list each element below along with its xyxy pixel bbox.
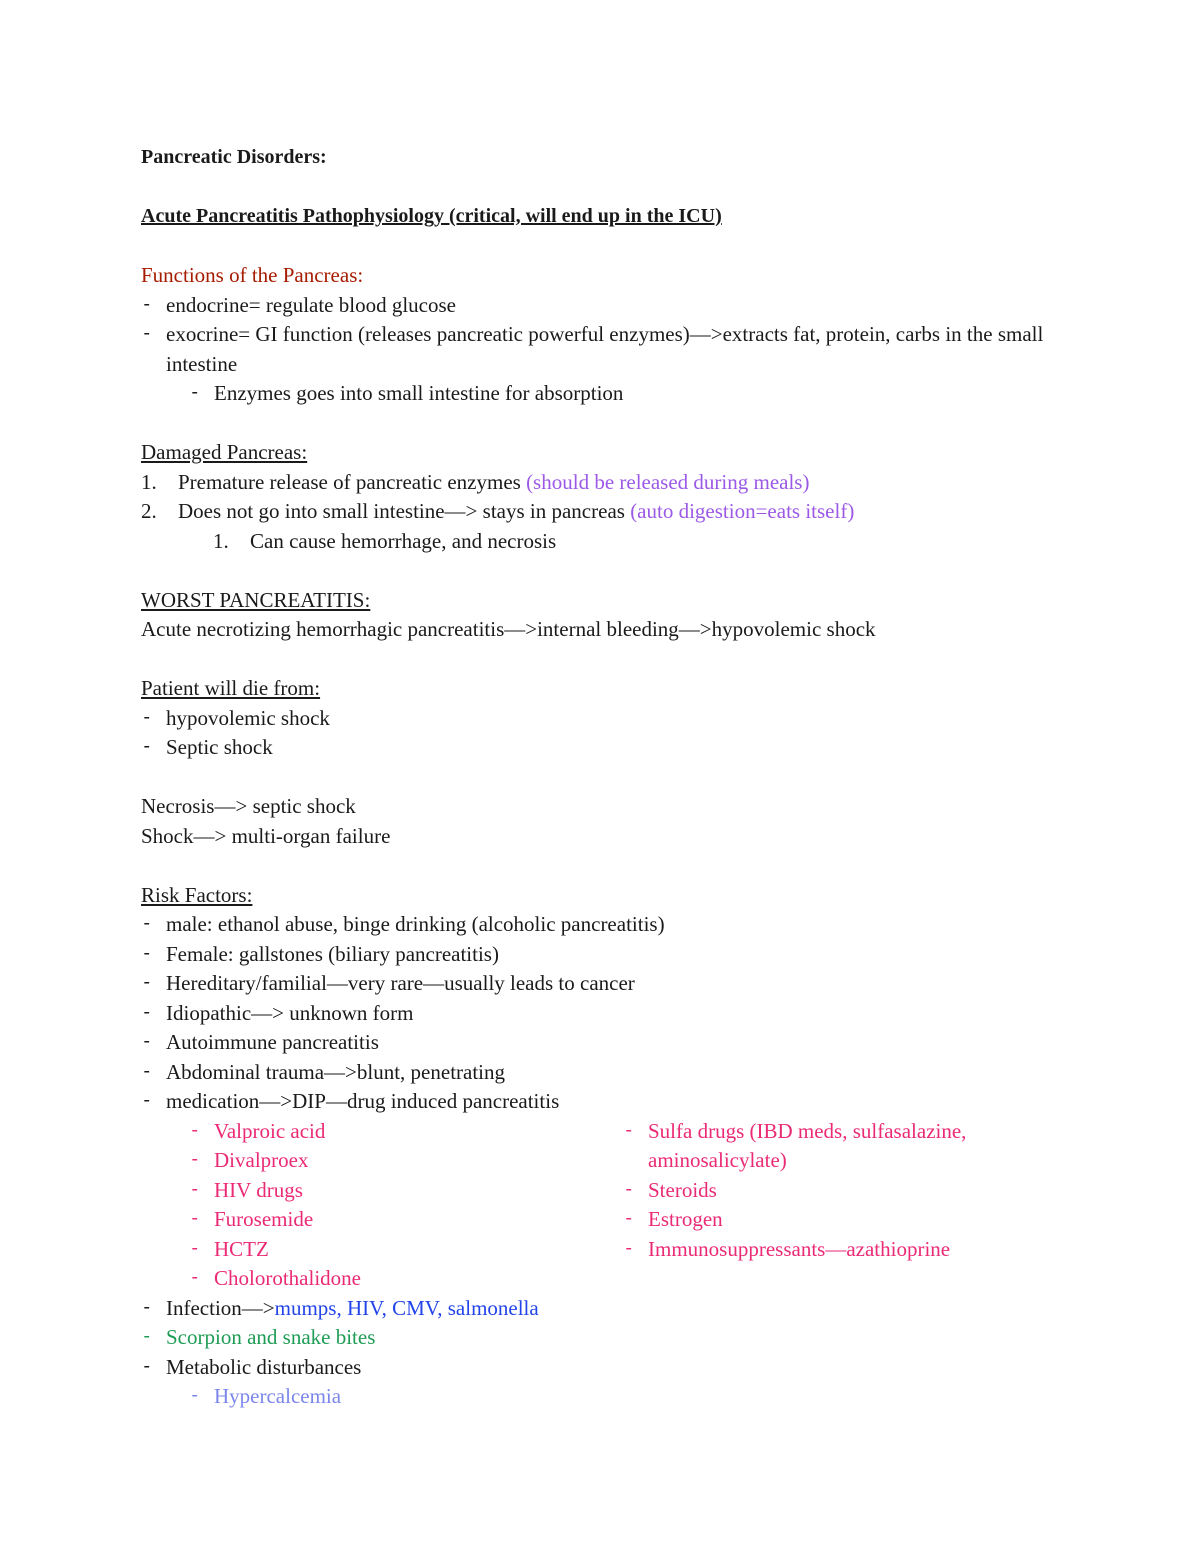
medication-columns	[141, 1117, 1071, 1294]
list-item: - Abdominal trauma—>blunt, penetrating	[141, 1058, 1071, 1088]
item-number: 1.	[213, 528, 229, 553]
list-item: - Hereditary/familial—very rare—usually leads to cancer	[141, 969, 1071, 999]
worst-heading: WORST PANCREATITIS:	[141, 587, 371, 612]
medication-item: - Estrogen	[623, 1205, 1071, 1235]
medication-column-left	[141, 1117, 623, 1294]
item-note: (should be released during meals)	[526, 469, 810, 494]
medication-item: - Valproic acid	[189, 1117, 623, 1147]
item-number: 2.	[141, 499, 157, 523]
section-subtitle: Acute Pancreatitis Pathophysiology (critical, will end up in the ICU)	[141, 205, 722, 227]
list-item: - Female: gallstones (biliary pancreatitis)	[141, 940, 1071, 970]
medication-column-right	[623, 1117, 1071, 1294]
item-number: 1.	[141, 469, 157, 494]
functions-heading: Functions of the Pancreas:	[141, 263, 364, 287]
medication-item: - HCTZ	[189, 1235, 623, 1265]
risk-heading: Risk Factors:	[141, 882, 253, 907]
worst-text: Acute necrotizing hemorrhagic pancreatitis—>internal bleeding—>hypovolemic shock	[141, 617, 876, 641]
die-heading: Patient will die from:	[141, 676, 321, 700]
list-item: - Metabolic disturbances	[141, 1353, 1071, 1383]
list-item: - Idiopathic—> unknown form	[141, 999, 1071, 1029]
sub-list-item: - Hypercalcemia	[189, 1382, 1071, 1412]
list-item: - exocrine= GI function (releases pancreatic powerful enzymes)—>extracts fat, protein, carbs in the small intestine	[141, 320, 1071, 379]
sub-list-item: - Enzymes goes into small intestine for absorption	[189, 379, 1071, 409]
list-item: - hypovolemic shock	[141, 704, 1071, 734]
list-item: - Autoimmune pancreatitis	[141, 1028, 1071, 1058]
item-text: Can cause hemorrhage, and necrosis	[250, 528, 557, 553]
medication-item: - HIV drugs	[189, 1176, 623, 1206]
infection-list: mumps, HIV, CMV, salmonella	[274, 1295, 539, 1320]
shock-line: Shock—> multi-organ failure	[141, 823, 391, 848]
list-item	[141, 1294, 1071, 1324]
item-text: Does not go into small intestine—> stays in pancreas	[178, 499, 631, 523]
medication-item: - Cholorothalidone	[189, 1264, 623, 1294]
list-item: - medication—>DIP—drug induced pancreatitis	[141, 1087, 1071, 1117]
numbered-item	[141, 497, 1071, 527]
medication-item: - Furosemide	[189, 1205, 623, 1235]
list-item: - Scorpion and snake bites	[141, 1323, 1071, 1353]
list-item: - endocrine= regulate blood glucose	[141, 291, 1071, 321]
medication-item: - Immunosuppressants—azathioprine	[623, 1235, 1071, 1265]
document-page	[141, 143, 1071, 1412]
list-item: - Septic shock	[141, 733, 1071, 763]
medication-item: - Steroids	[623, 1176, 1071, 1206]
numbered-sub-item	[213, 527, 1071, 557]
medication-item: - Sulfa drugs (IBD meds, sulfasalazine, aminosalicylate)	[623, 1117, 1071, 1176]
page-title: Pancreatic Disorders:	[141, 146, 327, 168]
infection-prefix: Infection—>	[166, 1295, 275, 1320]
numbered-item	[141, 468, 1071, 498]
necrosis-line: Necrosis—> septic shock	[141, 794, 356, 818]
item-text: Premature release of pancreatic enzymes	[178, 469, 527, 494]
damaged-heading: Damaged Pancreas:	[141, 440, 308, 464]
list-item: - male: ethanol abuse, binge drinking (alcoholic pancreatitis)	[141, 910, 1071, 940]
item-note: (auto digestion=eats itself)	[630, 499, 855, 523]
medication-item: - Divalproex	[189, 1146, 623, 1176]
